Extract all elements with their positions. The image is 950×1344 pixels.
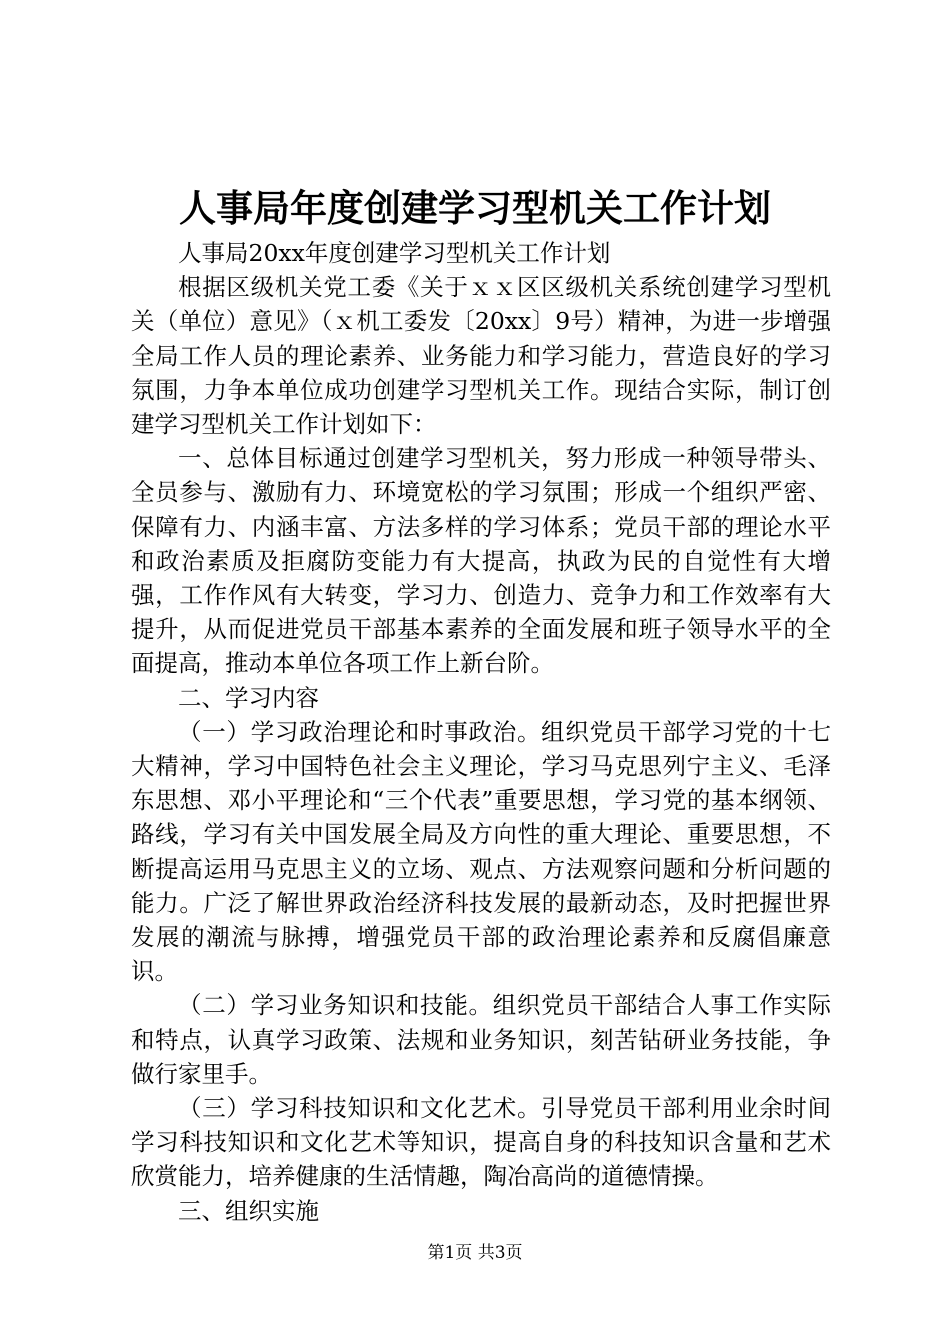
page-footer: 第1页 共3页 bbox=[427, 1243, 523, 1263]
paragraph-subtitle: 人事局20xx年度创建学习型机关工作计划 bbox=[178, 239, 611, 267]
document-body bbox=[131, 236, 831, 1228]
section-heading-implementation: 三、组织实施 bbox=[178, 1196, 319, 1225]
paragraph-science-culture: （三）学习科技知识和文化艺术。引导党员干部利用业余时间学习科技知识和文化艺术等知识，提高自身的科技知识含量和艺术欣赏能力，培养健康的生活情趣，陶冶高尚的道德情操。 bbox=[131, 1094, 831, 1191]
document-title: 人事局年度创建学习型机关工作计划 bbox=[179, 186, 771, 230]
section-heading-study-content: 二、学习内容 bbox=[178, 683, 319, 712]
paragraph-political-theory: （一）学习政治理论和时事政治。组织党员干部学习党的十七大精神，学习中国特色社会主义理论，学习马克思列宁主义、毛泽东思想、邓小平理论和“三个代表”重要思想，学习党的基本纲领、路线，学习有关中国发展全局及方向性的重大理论、重要思想，不断提高运用马克思主义的立场、观点、方法观察问题和分析问题的能力。广泛了解世界政治经济科技发展的最新动态，及时把握世界发展的潮流与脉搏，增强党员干部的政治理论素养和反腐倡廉意识。 bbox=[131, 717, 831, 986]
paragraph-intro: 根据区级机关党工委《关于ｘｘ区区级机关系统创建学习型机关（单位）意见》（ｘ机工委发〔20xx〕9号）精神，为进一步增强全局工作人员的理论素养、业务能力和学习能力，营造良好的学习氛围，力争本单位成功创建学习型机关工作。现结合实际，制订创建学习型机关工作计划如下： bbox=[131, 273, 831, 439]
paragraph-business-knowledge: （二）学习业务知识和技能。组织党员干部结合人事工作实际和特点，认真学习政策、法规和业务知识，刻苦钻研业务技能，争做行家里手。 bbox=[131, 991, 831, 1088]
paragraph-overall-goal: 一、总体目标通过创建学习型机关，努力形成一种领导带头、全员参与、激励有力、环境宽松的学习氛围；形成一个组织严密、保障有力、内涵丰富、方法多样的学习体系；党员干部的理论水平和政治素质及拒腐防变能力有大提高，执政为民的自觉性有大增强，工作作风有大转变，学习力、创造力、竞争力和工作效率有大提升，从而促进党员干部基本素养的全面发展和班子领导水平的全面提高，推动本单位各项工作上新台阶。 bbox=[131, 444, 831, 678]
